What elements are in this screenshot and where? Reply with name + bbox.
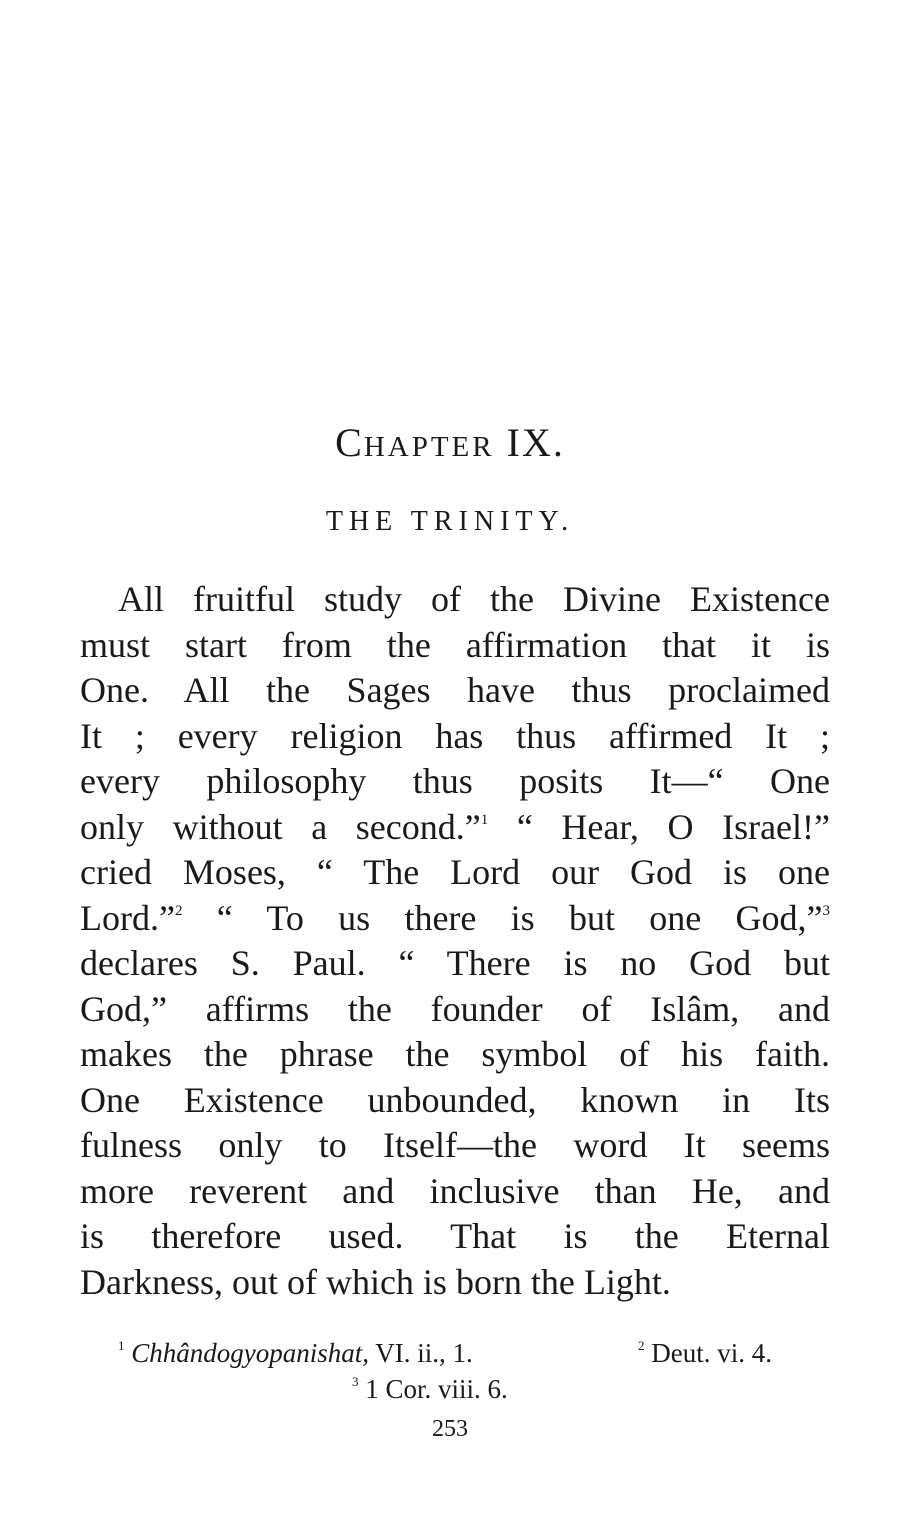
footnote-2-text: Deut. vi. 4. xyxy=(651,1338,772,1368)
text-line: fulness only to Itself—the word It seems xyxy=(80,1125,830,1165)
footnote-2 xyxy=(638,1335,772,1371)
text-line: All fruitful study of the Divine Existence xyxy=(118,579,830,619)
chapter-heading xyxy=(0,418,900,472)
body-paragraph xyxy=(80,577,830,1305)
footnote-3 xyxy=(352,1371,508,1407)
footnote-1-ref: VI. ii., 1. xyxy=(375,1338,473,1368)
text-line: One Existence unbounded, known in Its xyxy=(80,1079,830,1120)
footnote-mark-3: 3 xyxy=(352,1374,359,1389)
text-line-with-note xyxy=(80,805,830,851)
text-line: more reverent and inclusive than He, and xyxy=(80,1170,830,1211)
text-line: It ; every religion has thus affirmed It ; xyxy=(80,715,830,756)
text-line: makes the phrase the symbol of his faith. xyxy=(80,1034,830,1074)
chapter-numeral: IX. xyxy=(506,420,565,465)
footnote-ref-1: 1 xyxy=(480,811,489,828)
text-line-with-note xyxy=(80,896,830,942)
footnote-1-work: Chhândogyopanishat, xyxy=(131,1338,370,1368)
text-line: God,” affirms the founder of Islâm, and xyxy=(80,988,830,1029)
text-segment: Lord.” xyxy=(80,897,175,938)
footnote-mark-2: 2 xyxy=(638,1338,645,1353)
text-line: is therefore used. That is the Eternal xyxy=(80,1216,830,1256)
text-segment: “ To us there is but one God,” xyxy=(216,897,823,938)
text-line: Darkness, out of which is born the Light. xyxy=(80,1261,671,1302)
footnote-3-text: 1 Cor. viii. 6. xyxy=(365,1374,508,1404)
footnote-ref-2: 2 xyxy=(174,902,183,919)
footnote-mark-1: 1 xyxy=(118,1338,125,1353)
chapter-title: THE TRINITY. xyxy=(325,506,575,537)
text-line: must start from the affirmation that it is xyxy=(80,624,830,665)
chapter-initial: C xyxy=(335,420,364,465)
text-segment: only without a second.” xyxy=(80,806,481,847)
text-line: declares S. Paul. “ There is no God but xyxy=(80,943,830,983)
text-segment: “ Hear, O Israel!” xyxy=(516,806,831,847)
chapter-word: HAPTER xyxy=(363,431,495,463)
text-line: cried Moses, “ The Lord our God is one xyxy=(80,852,830,892)
footnote-ref-3: 3 xyxy=(822,902,831,919)
text-line: One. All the Sages have thus proclaimed xyxy=(80,670,830,710)
page-number: 253 xyxy=(432,1416,468,1442)
text-line: every philosophy thus posits It—“ One xyxy=(80,761,830,801)
footnote-row xyxy=(118,1335,808,1371)
